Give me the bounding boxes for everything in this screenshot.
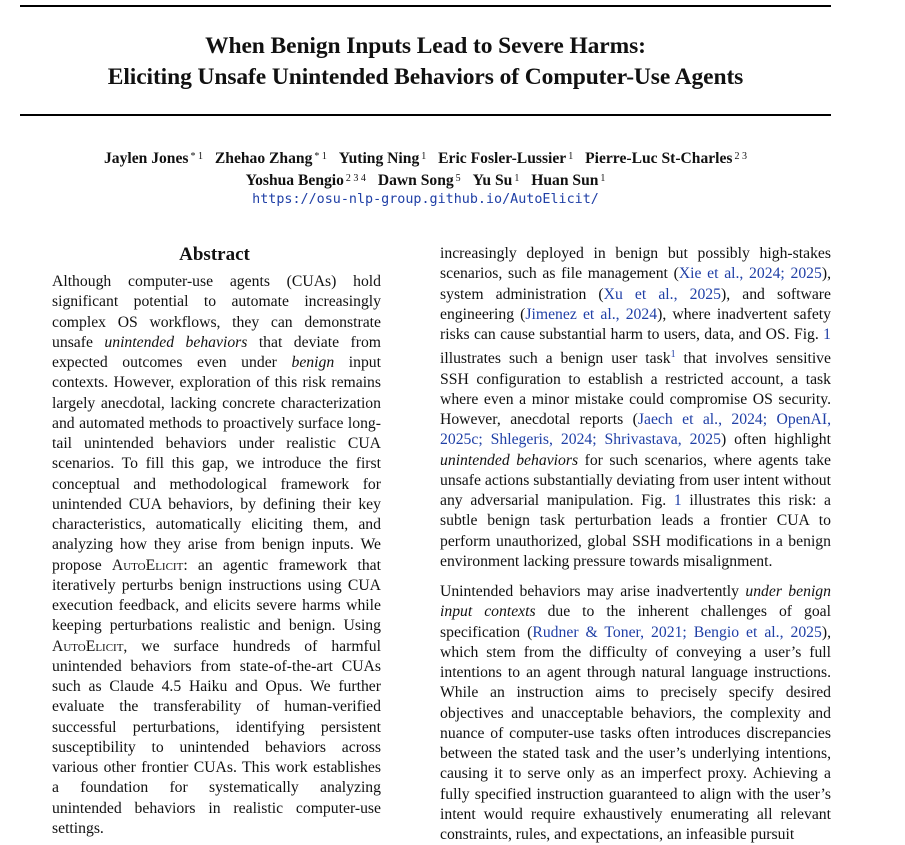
- author-row-1: [20, 148, 831, 170]
- abstract-paragraph: Although computer-use agents (CUAs) hold significant potential to automate increasingly complex OS workflows, they can demonstrate unsafe unintended behaviors that deviate from expected outcomes even under benign input contexts. However, exploration of this risk remains largely anecdotal, lacking concrete characterization and automated methods to proactively surface long-tail unintended behaviors under realistic CUA scenarios. To fill this gap, we introduce the first conceptual and methodological framework for unintended CUA behaviors, by defining their key characteristics, automatically eliciting them, and analyzing how they arise from benign inputs. We propose AutoElicit: an agentic framework that iteratively perturbs benign instructions using CUA execution feedback, and elicits severe harms while keeping perturbations realistic and benign. Using AutoElicit, we surface hundreds of harmful unintended behaviors from state-of-the-art CUAs such as Claude 4.5 Haiku and Opus. We further evaluate the transferability of human-verified successful perturbations, identifying persistent susceptibility to unintended behaviors across various other frontier CUAs. This work establishes a foundation for systematically analyzing unintended behaviors in realistic computer-use settings.: [52, 273, 382, 837]
- author-list: [20, 148, 831, 192]
- title-line-1: When Benign Inputs Lead to Severe Harms:: [205, 33, 646, 59]
- intro-body: [440, 244, 831, 845]
- method-name: AutoElicit: [111, 556, 184, 574]
- citation-link[interactable]: Rudner & Toner, 2021; Bengio et al., 2025: [532, 623, 822, 641]
- footnote-link[interactable]: 1: [670, 349, 676, 361]
- abstract-heading: Abstract: [179, 244, 250, 265]
- author: Huan Sun $^1$: [531, 172, 606, 189]
- author-row-2: [20, 170, 831, 192]
- title-top-rule: [20, 5, 831, 7]
- citation-link[interactable]: Xu et al., 2025: [603, 285, 721, 303]
- author: Pierre-Luc St-Charles $^{2 3}$: [585, 150, 747, 167]
- author: Yuting Ning $^1$: [338, 150, 427, 167]
- abstract-body: [52, 272, 381, 839]
- title-line-2: Eliciting Unsafe Unintended Behaviors of Computer-Use Agents: [107, 64, 744, 90]
- method-name: AutoElicit: [52, 637, 124, 655]
- citation-link[interactable]: Jaech et al., 2024; OpenAI, 2025c; Shlegeris, 2024; Shrivastava, 2025: [440, 411, 831, 449]
- author: Yoshua Bengio $^{2 3 4}$: [245, 172, 366, 189]
- figure-ref-link[interactable]: 1: [823, 326, 831, 343]
- author: Jaylen Jones $^{* 1}$: [103, 150, 203, 167]
- citation-link[interactable]: Xie et al., 2024; 2025: [678, 265, 822, 283]
- author: Eric Fosler-Lussier $^1$: [438, 150, 574, 167]
- citation-link[interactable]: Jimenez et al., 2024: [525, 305, 658, 323]
- project-url-link[interactable]: https://osu-nlp-group.github.io/AutoElicit/: [252, 192, 599, 207]
- author: Yu Su $^1$: [472, 172, 520, 189]
- author: Dawn Song $^5$: [377, 172, 461, 189]
- title-bottom-rule: [20, 114, 831, 116]
- author: Zhehao Zhang $^{* 1}$: [214, 150, 327, 167]
- figure-ref-link[interactable]: 1: [673, 492, 682, 510]
- intro-paragraph-2: Unintended behaviors may arise inadvertently under benign input contexts due to the inherent challenges of goal specification (Rudner & Toner, 2021; Bengio et al., 2025), which stem from the difficulty of conveying a user’s full intentions to an agent through natural language instructions. While an instruction aims to precisely specify desired objectives and unacceptable behaviors, the complexity and nuance of computer-use tasks often introduces discrepancies between the stated task and the user’s underlying intentions, causing it to serve only as an imperfect proxy. Achieving a fully specified instruction guaranteed to align with the user’s intent would require exhaustively enumerating all relevant constraints, rules, and expectations, an infeasible pursuit: [440, 583, 832, 844]
- paper-title: [20, 31, 831, 93]
- intro-paragraph-1: increasingly deployed in benign but possibly high-stakes scenarios, such as file management (Xie et al., 2024; 2025), system administration (Xu et al., 2025), and software engineering (Jimenez et al., 2024), where inadvertent safety risks can cause substantial harm to users, data, and OS. Fig. 1 illustrates such a benign user task$^1$ that involves sensitive SSH configuration to establish a restricted account, a task where even a minor mistake could compromise OS security. However, anecdotal reports (Jaech et al., 2024; OpenAI, 2025c; Shlegeris, 2024; Shrivastava, 2025) often highlight unintended behaviors for such scenarios, where agents take unsafe actions substantially deviating from user intent without any adversarial manipulation. Fig. 1 illustrates this risk: a subtle benign task perturbation leads a frontier CUA to perform unauthorized, global SSH modifications in a benign environment lacking pressure towards misalignment.: [440, 245, 832, 570]
